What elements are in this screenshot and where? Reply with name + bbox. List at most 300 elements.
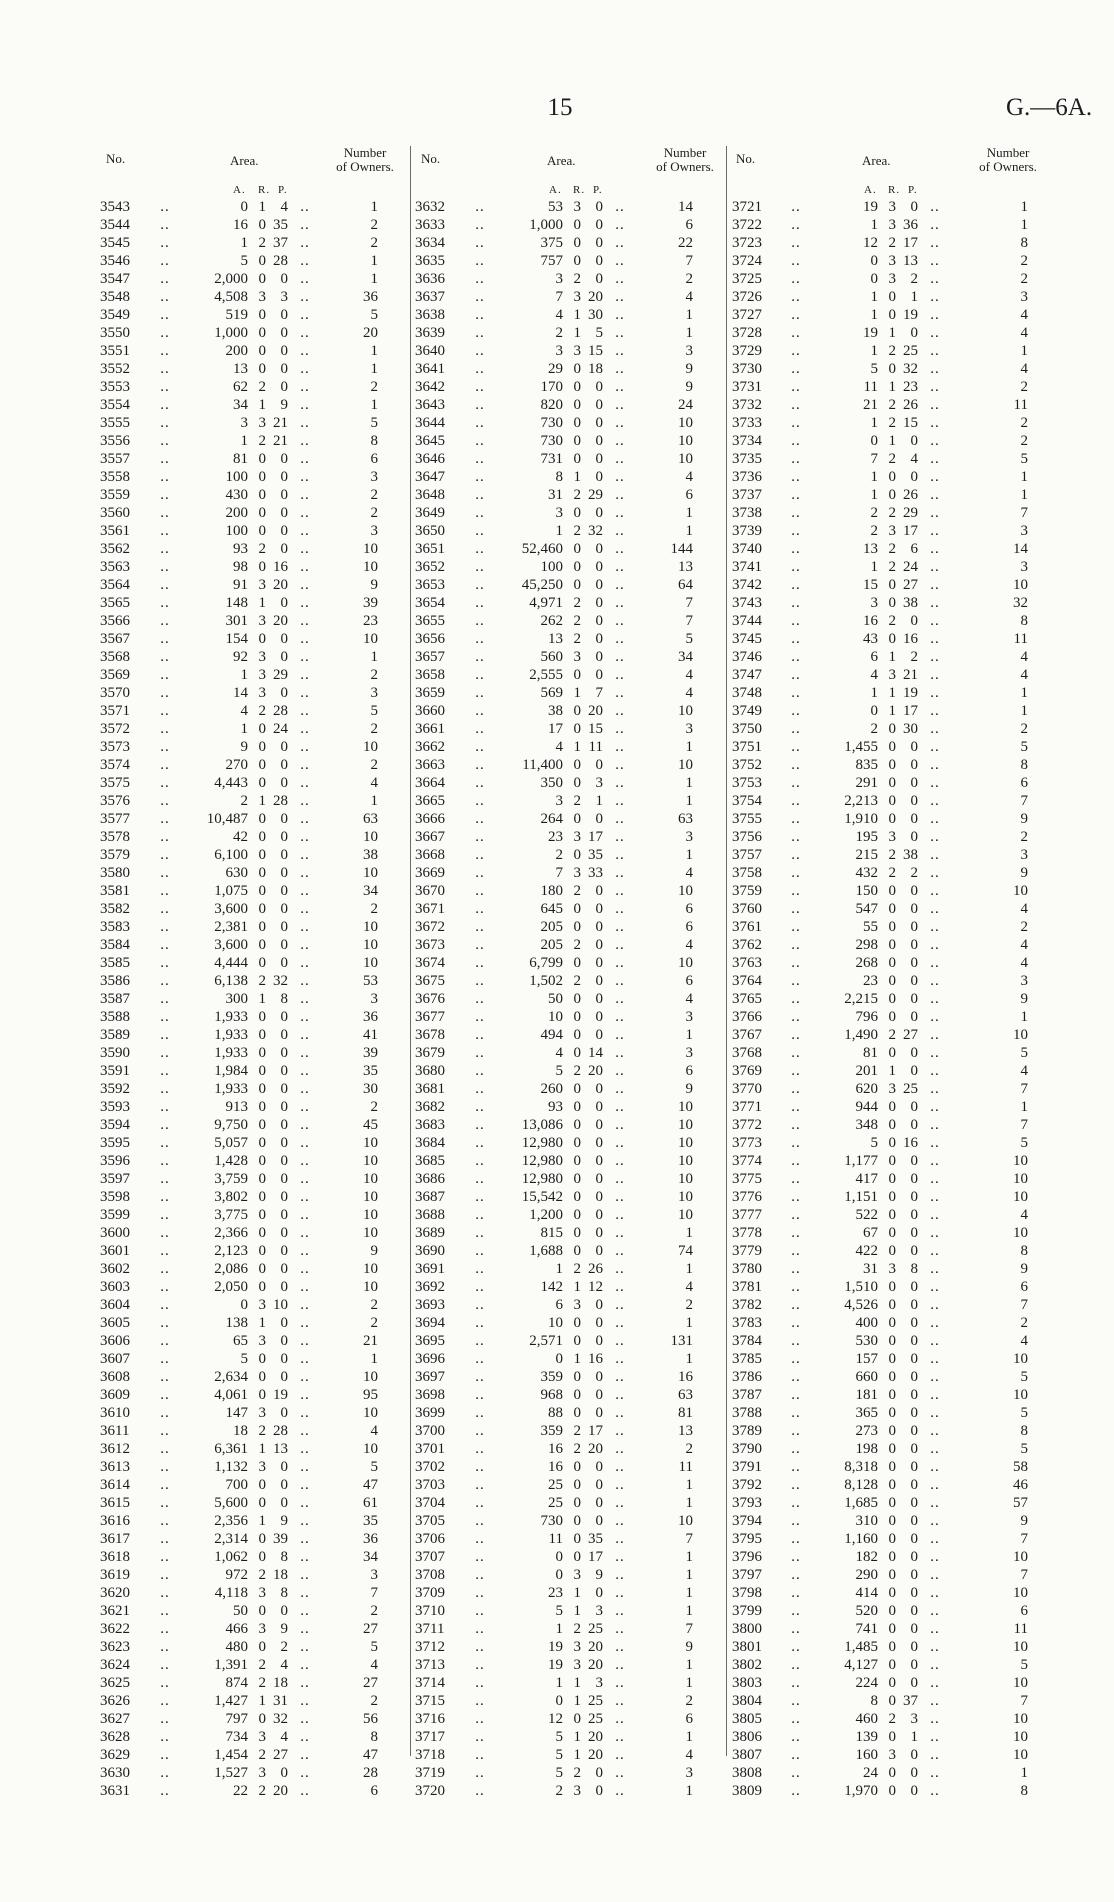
area-perches: 35 [588,1531,603,1547]
leader-dots: .. [160,343,170,359]
area-perches: 27 [903,1027,918,1043]
area-roods: 0 [573,577,581,593]
table-row [732,1008,1028,1026]
area-perches: 0 [595,199,603,215]
lot-number: 3787 [732,1387,762,1403]
area-perches: 6 [910,541,918,557]
lot-number: 3689 [415,1225,445,1241]
owners-count: 4 [685,1747,693,1763]
leader-dots: .. [791,811,801,827]
lot-number: 3580 [100,865,130,881]
area-perches: 0 [280,1153,288,1169]
leader-dots: .. [930,811,940,827]
owners-count: 9 [1020,865,1028,881]
area-roods: 2 [573,613,581,629]
leader-dots: .. [615,1711,625,1727]
area-perches: 0 [280,379,288,395]
owners-count: 7 [1020,1297,1028,1313]
leader-dots: .. [475,361,485,377]
owners-count: 1 [685,325,693,341]
table-row [415,1386,693,1404]
area-acres: 730 [540,415,563,431]
area-acres: 198 [855,1441,878,1457]
leader-dots: .. [791,1747,801,1763]
owners-count: 10 [678,1135,693,1151]
area-roods: 2 [573,595,581,611]
area-roods: 0 [258,523,266,539]
lot-number: 3668 [415,847,445,863]
area-roods: 0 [258,487,266,503]
lot-number: 3685 [415,1153,445,1169]
area-perches: 0 [910,1783,918,1799]
owners-count: 10 [1013,577,1028,593]
area-roods: 3 [888,1261,896,1277]
area-perches: 17 [588,1423,603,1439]
area-perches: 15 [588,721,603,737]
lot-number: 3603 [100,1279,130,1295]
area-roods: 1 [888,649,896,665]
lot-number: 3736 [732,469,762,485]
lot-number: 3644 [415,415,445,431]
owners-count: 4 [685,667,693,683]
table-row [100,198,378,216]
area-perches: 20 [588,1657,603,1673]
area-acres: 1,490 [844,1027,878,1043]
lot-number: 3802 [732,1657,762,1673]
area-acres: 17 [548,721,563,737]
lot-number: 3551 [100,343,130,359]
area-roods: 0 [888,1279,896,1295]
area-acres: 42 [233,829,248,845]
leader-dots: .. [300,991,310,1007]
table-row [100,1728,378,1746]
area-perches: 3 [910,1711,918,1727]
owners-count: 4 [1020,361,1028,377]
table-row [732,846,1028,864]
table-row [415,1656,693,1674]
lot-number: 3703 [415,1477,445,1493]
area-perches: 0 [910,1333,918,1349]
area-roods: 0 [888,1045,896,1061]
area-roods: 2 [573,793,581,809]
header-area: Area. [547,153,576,168]
area-perches: 0 [910,1765,918,1781]
table-row [100,504,378,522]
owners-count: 2 [1020,919,1028,935]
table-row [415,684,693,702]
area-perches: 0 [280,595,288,611]
lot-number: 3679 [415,1045,445,1061]
lot-number: 3797 [732,1567,762,1583]
area-roods: 1 [888,433,896,449]
leader-dots: .. [791,1225,801,1241]
owners-count: 10 [363,865,378,881]
owners-count: 38 [363,847,378,863]
lot-number: 3610 [100,1405,130,1421]
area-acres: 2,123 [214,1243,248,1259]
leader-dots: .. [615,1135,625,1151]
area-acres: 1,933 [214,1045,248,1061]
owners-count: 1 [685,1027,693,1043]
leader-dots: .. [615,1099,625,1115]
lot-number: 3792 [732,1477,762,1493]
area-roods: 1 [888,703,896,719]
table-row [100,234,378,252]
page-reference: G.—6A. [1006,94,1093,121]
lot-number: 3625 [100,1675,130,1691]
area-roods: 0 [573,1045,581,1061]
area-acres: 224 [855,1675,878,1691]
area-acres: 9,750 [214,1117,248,1133]
leader-dots: .. [300,415,310,431]
area-perches: 0 [280,1099,288,1115]
lot-number: 3808 [732,1765,762,1781]
lot-number: 3621 [100,1603,130,1619]
owners-count: 5 [1020,1369,1028,1385]
area-perches: 0 [910,1405,918,1421]
area-acres: 6,799 [529,955,563,971]
area-roods: 0 [573,235,581,251]
area-roods: 3 [888,217,896,233]
area-roods: 0 [258,1189,266,1205]
area-perches: 0 [280,811,288,827]
leader-dots: .. [791,1315,801,1331]
area-acres: 1,177 [844,1153,878,1169]
owners-count: 10 [678,1171,693,1187]
area-acres: 480 [225,1639,248,1655]
lot-number: 3576 [100,793,130,809]
leader-dots: .. [791,1729,801,1745]
leader-dots: .. [791,649,801,665]
owners-count: 10 [363,1153,378,1169]
leader-dots: .. [615,361,625,377]
area-perches: 0 [910,901,918,917]
table-row [100,792,378,810]
area-perches: 38 [903,595,918,611]
area-acres: 100 [225,469,248,485]
leader-dots: .. [475,1081,485,1097]
header-no: No. [106,151,126,166]
owners-count: 2 [1020,271,1028,287]
leader-dots: .. [791,1711,801,1727]
table-row [415,216,693,234]
area-acres: 23 [863,973,878,989]
area-acres: 19 [863,325,878,341]
area-roods: 0 [573,991,581,1007]
lot-number: 3750 [732,721,762,737]
table-row [415,1350,693,1368]
area-perches: 0 [595,1135,603,1151]
leader-dots: .. [475,1513,485,1529]
owners-count: 4 [1020,1333,1028,1349]
table-row [415,1548,693,1566]
table-row [415,1134,693,1152]
area-roods: 0 [258,1279,266,1295]
area-acres: 142 [540,1279,563,1295]
owners-count: 2 [370,487,378,503]
lot-number: 3777 [732,1207,762,1223]
leader-dots: .. [791,361,801,377]
lot-number: 3738 [732,505,762,521]
leader-dots: .. [615,1261,625,1277]
area-perches: 0 [280,649,288,665]
area-perches: 0 [280,1189,288,1205]
area-perches: 0 [280,1279,288,1295]
table-row [415,1728,693,1746]
leader-dots: .. [300,1513,310,1529]
leader-dots: .. [791,1189,801,1205]
area-perches: 0 [595,757,603,773]
area-perches: 0 [280,271,288,287]
leader-dots: .. [930,667,940,683]
owners-count: 10 [363,631,378,647]
leader-dots: .. [475,685,485,701]
owners-count: 36 [363,289,378,305]
table-row [100,342,378,360]
leader-dots: .. [930,829,940,845]
table-column-1 [100,146,405,1800]
area-perches: 30 [903,721,918,737]
leader-dots: .. [615,433,625,449]
area-perches: 0 [595,1513,603,1529]
area-acres: 359 [540,1423,563,1439]
leader-dots: .. [160,775,170,791]
lot-number: 3756 [732,829,762,845]
area-perches: 35 [588,847,603,863]
owners-count: 3 [1020,559,1028,575]
owners-count: 4 [1020,325,1028,341]
area-perches: 20 [588,1063,603,1079]
table-row [100,360,378,378]
lot-number: 3587 [100,991,130,1007]
table-row [415,918,693,936]
leader-dots: .. [930,379,940,395]
area-perches: 2 [910,649,918,665]
leader-dots: .. [615,1621,625,1637]
owners-count: 2 [370,721,378,737]
table-row [415,954,693,972]
area-roods: 3 [258,667,266,683]
leader-dots: .. [791,667,801,683]
leader-dots: .. [475,271,485,287]
leader-dots: .. [160,757,170,773]
table-row [732,720,1028,738]
owners-count: 53 [363,973,378,989]
area-roods: 0 [888,739,896,755]
area-roods: 2 [888,541,896,557]
area-perches: 21 [273,433,288,449]
lot-number: 3560 [100,505,130,521]
owners-count: 4 [685,991,693,1007]
leader-dots: .. [615,1675,625,1691]
area-roods: 0 [573,667,581,683]
leader-dots: .. [300,1621,310,1637]
area-roods: 3 [573,289,581,305]
leader-dots: .. [930,1729,940,1745]
area-roods: 2 [888,1711,896,1727]
table-row [732,1566,1028,1584]
owners-count: 3 [370,469,378,485]
area-perches: 0 [280,541,288,557]
area-perches: 0 [910,793,918,809]
table-row [415,1494,693,1512]
area-perches: 0 [910,829,918,845]
lot-number: 3755 [732,811,762,827]
area-perches: 30 [588,307,603,323]
area-perches: 0 [595,433,603,449]
header-owners-bottom: of Owners. [336,159,394,174]
area-acres: 1,454 [214,1747,248,1763]
area-roods: 0 [573,1369,581,1385]
area-acres: 630 [225,865,248,881]
leader-dots: .. [791,541,801,557]
area-acres: 1,160 [844,1531,878,1547]
owners-count: 2 [1020,433,1028,449]
lot-number: 3704 [415,1495,445,1511]
area-perches: 3 [595,1603,603,1619]
area-acres: 0 [240,1297,248,1313]
owners-count: 2 [370,505,378,521]
lot-number: 3766 [732,1009,762,1025]
area-roods: 0 [888,721,896,737]
area-roods: 0 [573,1315,581,1331]
area-acres: 4,508 [214,289,248,305]
leader-dots: .. [475,325,485,341]
area-roods: 0 [573,811,581,827]
area-acres: 734 [225,1729,248,1745]
area-perches: 0 [910,937,918,953]
leader-dots: .. [160,397,170,413]
leader-dots: .. [300,937,310,953]
area-acres: 50 [548,991,563,1007]
leader-dots: .. [615,1009,625,1025]
leader-dots: .. [791,1117,801,1133]
header-owners [968,146,1048,174]
area-roods: 3 [258,1297,266,1313]
owners-count: 1 [685,1657,693,1673]
leader-dots: .. [160,1531,170,1547]
lot-number: 3667 [415,829,445,845]
area-acres: 359 [540,1369,563,1385]
leader-dots: .. [930,469,940,485]
area-perches: 0 [910,1045,918,1061]
leader-dots: .. [160,649,170,665]
area-roods: 0 [573,361,581,377]
leader-dots: .. [930,1477,940,1493]
area-acres: 520 [855,1603,878,1619]
leader-dots: .. [160,721,170,737]
lot-number: 3634 [415,235,445,251]
header-area: Area. [230,153,259,168]
lot-number: 3665 [415,793,445,809]
leader-dots: .. [930,559,940,575]
leader-dots: .. [791,1423,801,1439]
leader-dots: .. [475,1783,485,1799]
owners-count: 7 [1020,1693,1028,1709]
leader-dots: .. [615,1783,625,1799]
table-row [732,1314,1028,1332]
area-roods: 0 [573,1243,581,1259]
area-roods: 3 [573,865,581,881]
leader-dots: .. [615,1207,625,1223]
leader-dots: .. [160,1387,170,1403]
area-perches: 0 [595,955,603,971]
area-perches: 20 [588,1729,603,1745]
lot-number: 3746 [732,649,762,665]
leader-dots: .. [475,505,485,521]
owners-count: 3 [685,721,693,737]
area-acres: 414 [855,1585,878,1601]
leader-dots: .. [160,1513,170,1529]
area-acres: 0 [870,433,878,449]
leader-dots: .. [160,883,170,899]
area-roods: 0 [888,595,896,611]
area-perches: 18 [588,361,603,377]
lot-number: 3805 [732,1711,762,1727]
leader-dots: .. [791,1603,801,1619]
table-row [100,270,378,288]
area-acres: 0 [555,1567,563,1583]
lot-number: 3666 [415,811,445,827]
area-roods: 0 [888,1099,896,1115]
owners-count: 9 [1020,1261,1028,1277]
area-perches: 0 [595,271,603,287]
area-perches: 19 [903,307,918,323]
owners-count: 2 [370,1603,378,1619]
leader-dots: .. [300,1387,310,1403]
area-perches: 0 [910,1477,918,1493]
leader-dots: .. [475,847,485,863]
area-perches: 0 [280,865,288,881]
table-row [415,468,693,486]
owners-count: 4 [685,469,693,485]
owners-count: 30 [363,1081,378,1097]
area-perches: 20 [273,1783,288,1799]
area-acres: 4 [555,307,563,323]
area-acres: 1,132 [214,1459,248,1475]
lot-number: 3628 [100,1729,130,1745]
leader-dots: .. [160,667,170,683]
leader-dots: .. [615,271,625,287]
lot-number: 3764 [732,973,762,989]
area-perches: 16 [273,559,288,575]
area-acres: 2,000 [214,271,248,287]
area-roods: 2 [888,865,896,881]
area-perches: 0 [280,451,288,467]
area-roods: 2 [258,703,266,719]
area-acres: 835 [855,757,878,773]
table-row [100,954,378,972]
table-row [100,1692,378,1710]
area-perches: 0 [280,955,288,971]
leader-dots: .. [300,775,310,791]
lot-number: 3733 [732,415,762,431]
leader-dots: .. [930,505,940,521]
owners-count: 5 [1020,451,1028,467]
lot-number: 3588 [100,1009,130,1025]
table-row [100,864,378,882]
area-roods: 0 [573,1405,581,1421]
area-roods: 0 [573,1153,581,1169]
leader-dots: .. [300,1729,310,1745]
lot-number: 3629 [100,1747,130,1763]
leader-dots: .. [300,1207,310,1223]
area-roods: 2 [573,1261,581,1277]
lot-number: 3723 [732,235,762,251]
table-row [415,252,693,270]
leader-dots: .. [475,1315,485,1331]
area-acres: 8 [555,469,563,485]
